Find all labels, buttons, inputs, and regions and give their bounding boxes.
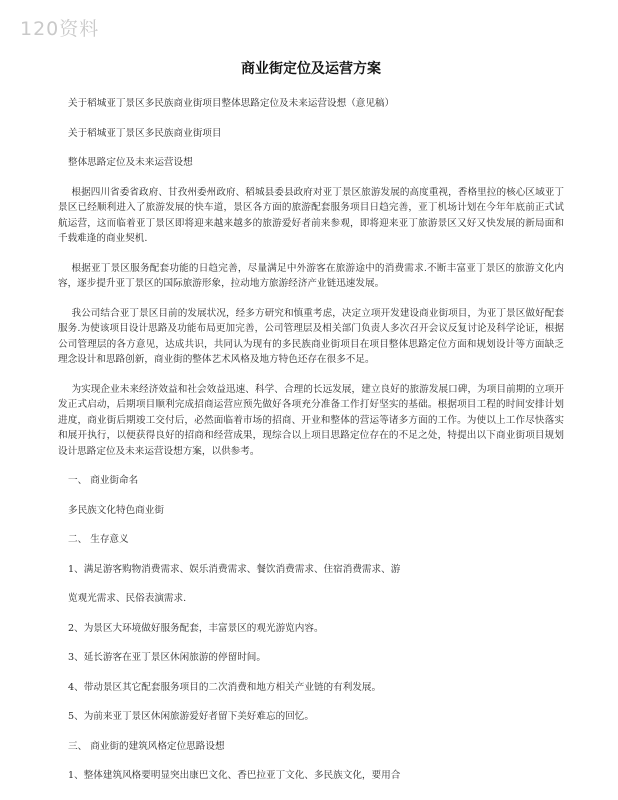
paragraph-4: 为实现企业未来经济效益和社会效益迅速、科学、合理的长远发展，建立良好的旅游发展口碑，为项目前期的立项开发正式启动，后期项目顺利完成招商运营应预先做好各项充分准备工作打好坚实的基础。根据项目工程的时间安排计划进度，商业街后期竣工交付后，必然面临着市场的招商、开业和整体的营运等诸多方面的工作。为使以上工作尽快落实和展开执行，以便获得良好的招商和经营成果，现综合以上项目思路定位存在的不足之处，特提出以下商业街项目规划设计思路定位及未来运营设想方案，以供参考。 xyxy=(58,383,564,457)
project-line: 关于稻城亚丁景区多民族商业街项目 xyxy=(68,127,222,139)
section-2-item-1a: 1、满足游客购物消费需求、娱乐消费需求、餐饮消费需求、住宿消费需求、游 xyxy=(68,563,401,575)
watermark-logo: 120资料 xyxy=(20,18,100,40)
paragraph-3: 我公司结合亚丁景区目前的发展状况，经多方研究和慎重考虑，决定立项开发建设商业街项目，为亚丁景区做好配套服务.为使该项目设计思路及功能布局更加完善，公司管理层及相关部门负责人多次召开会议反复讨论及科学论证，根据公司管理层的各方意见，达成共识，共同认为现有的多民族商业街项目在项目整体思路定位方面和规划设计等方面缺乏理念设计和思路创新，商业街的整体艺术风格及地方特色还存在很多不足。 xyxy=(58,307,564,365)
paragraph-2: 根据亚丁景区服务配套功能的日趋完善，尽量满足中外游客在旅游途中的消费需求.不断丰富亚丁景区的旅游文化内容，逐步提升亚丁景区的国际旅游形象，拉动地方旅游经济产业链迅速发展。 xyxy=(58,262,564,289)
section-2-item-4: 4、带动景区其它配套服务项目的二次消费和地方相关产业链的有利发展。 xyxy=(68,681,382,693)
section-2-heading: 二、 生存意义 xyxy=(68,534,129,545)
document-page xyxy=(58,58,564,784)
section-2-item-1b: 览观光需求、民俗表演需求. xyxy=(68,593,187,604)
section-2-item-5: 5、为前来亚丁景区休闲旅游爱好者留下美好难忘的回忆。 xyxy=(68,711,314,722)
document-title: 商业街定位及运营方案 xyxy=(241,61,381,77)
section-2-item-3: 3、延长游客在亚丁景区休闲旅游的停留时间。 xyxy=(68,652,266,663)
section-1-heading: 一、 商业街命名 xyxy=(68,475,139,486)
section-3-heading: 三、 商业街的建筑风格定位思路设想 xyxy=(68,740,225,752)
section-2-item-2: 2、为景区大环境做好服务配套，丰富景区的观光游览内容。 xyxy=(68,622,324,634)
subtitle-line: 关于稻城亚丁景区多民族商业街项目整体思路定位及未来运营设想（意见稿） xyxy=(68,98,395,109)
section-1-text: 多民族文化特色商业街 xyxy=(68,504,164,516)
topic-line: 整体思路定位及未来运营设想 xyxy=(68,157,193,168)
section-3-item-1: 1、整体建筑风格要明显突出康巴文化、香巴拉亚丁文化、多民族文化，要用合 xyxy=(68,770,401,781)
paragraph-1: 根据四川省委省政府、甘孜州委州政府、稻城县委县政府对亚丁景区旅游发展的高度重视，香格里拉的核心区域亚丁景区已经顺利进入了旅游发展的快车道，景区各方面的旅游配套服务项目日趋完善，亚丁机场计划在今年年底前正式试航运营，这而临着亚丁景区即将迎来越来越多的旅游爱好者前来参观，即将迎来亚丁旅游景区又好又快发展的新局面和千载难逢的商业契机. xyxy=(58,186,564,244)
